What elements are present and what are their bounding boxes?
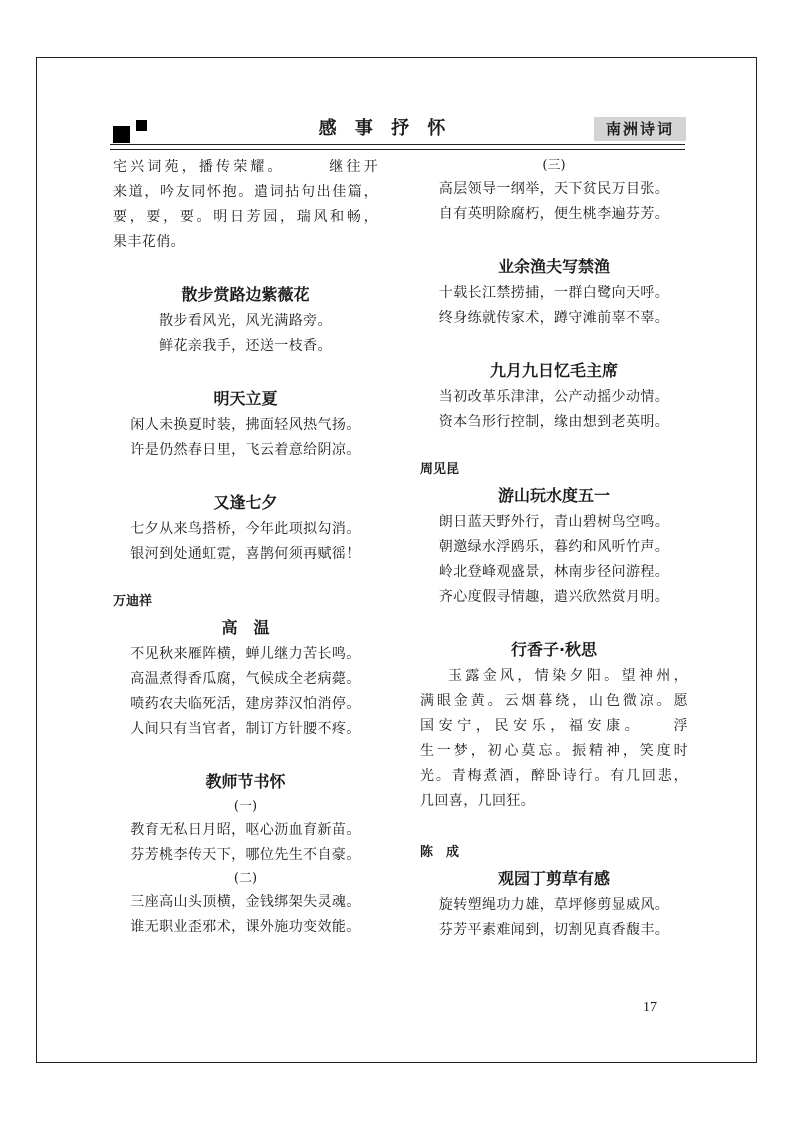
poem-line: 芬芳平素难闻到，切割见真香馥丰。 [438, 922, 670, 938]
poem-line: 银河到处通虹霓，喜鹊何须再赋徭！ [130, 546, 361, 562]
magazine-name-tag: 南洲诗词 [594, 117, 686, 141]
text-line: 生一梦，初心莫忘。振精神，笑度时 [420, 743, 688, 759]
poem-line: 芬芳桃李传天下，哪位先生不自豪。 [130, 847, 361, 863]
poem-line: 不见秋来雁阵横，蝉儿继力苦长鸣。 [130, 646, 361, 662]
poem-line: 旋转塑绳功力雄，草坪修剪显威风。 [438, 897, 670, 913]
poem-line: 终身练就传家术，蹲守滩前辜不辜。 [438, 310, 670, 326]
poem-line: 十载长江禁捞捕，一群白鹭向天呼。 [438, 285, 670, 301]
poem-title: 业余渔夫写禁渔 [497, 257, 610, 276]
poem-line: 当初改革乐津津，公产动摇少动情。 [438, 389, 670, 405]
header-rule-thin [110, 149, 685, 150]
author-name: 万迪祥 [113, 594, 153, 609]
page-number: 17 [643, 1000, 657, 1015]
poem-line: 齐心度假寻情趣，遣兴欣然赏月明。 [438, 589, 670, 605]
header-square-large [113, 126, 130, 143]
text-line: 玉露金风，情染夕阳。望神州， [448, 668, 688, 684]
poem-line: 喷药农夫临死活，建房莽汉怕消停。 [130, 696, 361, 712]
poem-line: 鲜花亲我手，还送一枝香。 [159, 338, 332, 354]
poem-title: 游山玩水度五一 [497, 486, 610, 505]
poem-line: 教育无私日月昭，呕心沥血育新苗。 [130, 822, 361, 838]
author-name: 周见昆 [420, 462, 460, 477]
text-line: 国安宁，民安乐，福安康。 浮 [420, 718, 688, 734]
header-square-small [136, 120, 147, 131]
poem-title: 行香子·秋思 [510, 640, 598, 659]
text-line: 要，要，要。明日芳园，瑞风和畅， [113, 209, 378, 225]
text-line: 满眼金黄。云烟暮绕，山色微凉。愿 [420, 693, 688, 709]
right-column [420, 155, 688, 943]
text-line: 几回喜，几回狂。 [420, 793, 536, 809]
header-rule [110, 144, 685, 145]
poem-line: 岭北登峰观盛景，林南步径问游程。 [438, 564, 670, 580]
poem-title: 观园丁剪草有感 [497, 869, 610, 888]
poem-part-label: (二) [233, 871, 258, 886]
poem-line: 朝邀绿水浮鸥乐，暮约和风听竹声。 [438, 539, 670, 555]
poem-line: 闲人未换夏时装，拂面轻风热气扬。 [130, 417, 361, 433]
poem-line: 自有英明除腐朽，便生桃李遍芬芳。 [438, 206, 670, 222]
section-title: 感 事 抒 怀 [318, 118, 452, 139]
poem-line: 资本刍形行控制，缘由想到老英明。 [438, 414, 670, 430]
poem-line: 七夕从来鸟搭桥，今年此项拟勾消。 [130, 521, 361, 537]
poem-title: 教师节书怀 [205, 772, 286, 791]
poem-part-label: (一) [233, 799, 258, 814]
text-line: 宅兴词苑，播传荣耀。 继往开 [113, 159, 378, 175]
author-name: 陈 成 [420, 845, 460, 860]
poem-line: 散步看风光，风光满路旁。 [159, 313, 332, 329]
poem-title: 高 温 [221, 618, 270, 637]
poem-part-label: (三) [542, 158, 566, 173]
text-line: 光。青梅煮酒，醉卧诗行。有几回悲， [420, 768, 688, 784]
poem-title: 又逢七夕 [213, 493, 278, 512]
poem-line: 朗日蓝天野外行，青山碧树鸟空鸣。 [438, 514, 670, 530]
text-line: 来道，吟友同怀抱。遣词拈句出佳篇， [113, 184, 378, 200]
poem-title: 散步赏路边紫薇花 [181, 285, 310, 304]
text-line: 果丰花俏。 [113, 234, 185, 250]
poem-line: 谁无职业歪邪术，课外施功变效能。 [130, 919, 361, 935]
poem-title: 明天立夏 [213, 389, 278, 408]
poem-line: 高温煮得香瓜腐，气候成全老病薨。 [130, 671, 361, 687]
poem-line: 人间只有当官者，制订方针腰不疼。 [130, 721, 361, 737]
poem-line: 许是仍然春日里，飞云着意给阴凉。 [130, 442, 361, 458]
poem-line: 高层领导一纲举，天下贫民万目张。 [438, 181, 670, 197]
left-column [113, 155, 378, 940]
poem-title: 九月九日忆毛主席 [489, 361, 618, 380]
poem-line: 三座高山头顶横，金钱绑架失灵魂。 [130, 894, 361, 910]
